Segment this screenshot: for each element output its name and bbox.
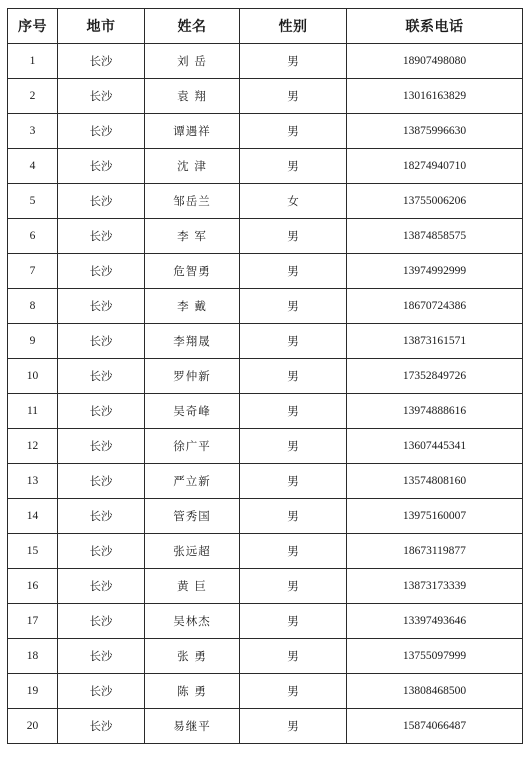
table-row: [8, 709, 523, 744]
cell-gender: 男: [240, 639, 347, 674]
cell-name: 张 勇: [145, 639, 240, 674]
table-row: [8, 114, 523, 149]
cell-gender: 男: [240, 499, 347, 534]
cell-gender: 男: [240, 394, 347, 429]
table-row: [8, 254, 523, 289]
cell-city: 长沙: [58, 569, 145, 604]
table-row: [8, 464, 523, 499]
cell-serial-number: 9: [8, 324, 58, 359]
cell-gender: 男: [240, 219, 347, 254]
cell-serial-number: 1: [8, 44, 58, 79]
cell-gender: 男: [240, 254, 347, 289]
cell-city: 长沙: [58, 184, 145, 219]
cell-serial-number: 17: [8, 604, 58, 639]
cell-gender: 男: [240, 289, 347, 324]
cell-serial-number: 20: [8, 709, 58, 744]
cell-gender: 男: [240, 149, 347, 184]
table-row: [8, 499, 523, 534]
cell-name: 李翔晟: [145, 324, 240, 359]
header-serial-number: 序号: [8, 9, 58, 44]
cell-city: 长沙: [58, 464, 145, 499]
cell-name: 李 戴: [145, 289, 240, 324]
cell-name: 危智勇: [145, 254, 240, 289]
cell-gender: 男: [240, 359, 347, 394]
cell-city: 长沙: [58, 359, 145, 394]
cell-city: 长沙: [58, 324, 145, 359]
cell-serial-number: 19: [8, 674, 58, 709]
cell-name: 严立新: [145, 464, 240, 499]
cell-phone: 13873161571: [347, 324, 523, 359]
cell-phone: 13873173339: [347, 569, 523, 604]
cell-phone: 13974992999: [347, 254, 523, 289]
table-row: [8, 569, 523, 604]
header-phone: 联系电话: [347, 9, 523, 44]
table-row: [8, 79, 523, 114]
cell-name: 易继平: [145, 709, 240, 744]
cell-phone: 17352849726: [347, 359, 523, 394]
cell-phone: 13974888616: [347, 394, 523, 429]
table-row: [8, 359, 523, 394]
cell-serial-number: 15: [8, 534, 58, 569]
cell-phone: 18907498080: [347, 44, 523, 79]
cell-serial-number: 7: [8, 254, 58, 289]
cell-phone: 13607445341: [347, 429, 523, 464]
table-row: [8, 44, 523, 79]
cell-phone: 18670724386: [347, 289, 523, 324]
table-header-row: [8, 9, 523, 44]
table-row: [8, 639, 523, 674]
contact-table: [7, 8, 523, 744]
cell-city: 长沙: [58, 709, 145, 744]
cell-city: 长沙: [58, 254, 145, 289]
table-row: [8, 394, 523, 429]
cell-serial-number: 2: [8, 79, 58, 114]
table-row: [8, 534, 523, 569]
cell-city: 长沙: [58, 79, 145, 114]
cell-serial-number: 16: [8, 569, 58, 604]
table-row: [8, 429, 523, 464]
cell-city: 长沙: [58, 499, 145, 534]
cell-name: 刘 岳: [145, 44, 240, 79]
cell-name: 徐广平: [145, 429, 240, 464]
cell-gender: 男: [240, 569, 347, 604]
cell-name: 吴奇峰: [145, 394, 240, 429]
cell-serial-number: 10: [8, 359, 58, 394]
table-row: [8, 219, 523, 254]
table-row: [8, 149, 523, 184]
table-row: [8, 324, 523, 359]
cell-city: 长沙: [58, 219, 145, 254]
cell-phone: 18673119877: [347, 534, 523, 569]
cell-name: 陈 勇: [145, 674, 240, 709]
cell-phone: 13874858575: [347, 219, 523, 254]
cell-serial-number: 18: [8, 639, 58, 674]
cell-gender: 女: [240, 184, 347, 219]
cell-city: 长沙: [58, 429, 145, 464]
cell-gender: 男: [240, 429, 347, 464]
cell-serial-number: 5: [8, 184, 58, 219]
table-row: [8, 604, 523, 639]
header-name: 姓名: [145, 9, 240, 44]
cell-phone: 13975160007: [347, 499, 523, 534]
cell-serial-number: 11: [8, 394, 58, 429]
header-gender: 性别: [240, 9, 347, 44]
cell-city: 长沙: [58, 534, 145, 569]
cell-gender: 男: [240, 674, 347, 709]
cell-gender: 男: [240, 44, 347, 79]
cell-phone: 13016163829: [347, 79, 523, 114]
table-body: [8, 44, 523, 744]
cell-name: 罗仲新: [145, 359, 240, 394]
table-row: [8, 184, 523, 219]
cell-serial-number: 13: [8, 464, 58, 499]
cell-city: 长沙: [58, 394, 145, 429]
cell-gender: 男: [240, 114, 347, 149]
table-row: [8, 289, 523, 324]
cell-phone: 18274940710: [347, 149, 523, 184]
cell-phone: 13574808160: [347, 464, 523, 499]
cell-gender: 男: [240, 709, 347, 744]
cell-serial-number: 8: [8, 289, 58, 324]
cell-city: 长沙: [58, 149, 145, 184]
cell-phone: 13397493646: [347, 604, 523, 639]
cell-phone: 15874066487: [347, 709, 523, 744]
cell-name: 李 军: [145, 219, 240, 254]
cell-name: 管秀国: [145, 499, 240, 534]
cell-serial-number: 3: [8, 114, 58, 149]
cell-name: 邹岳兰: [145, 184, 240, 219]
cell-gender: 男: [240, 79, 347, 114]
cell-city: 长沙: [58, 639, 145, 674]
cell-serial-number: 12: [8, 429, 58, 464]
cell-phone: 13808468500: [347, 674, 523, 709]
cell-city: 长沙: [58, 289, 145, 324]
cell-phone: 13875996630: [347, 114, 523, 149]
header-city: 地市: [58, 9, 145, 44]
cell-serial-number: 6: [8, 219, 58, 254]
cell-gender: 男: [240, 324, 347, 359]
cell-city: 长沙: [58, 114, 145, 149]
table-row: [8, 674, 523, 709]
cell-name: 张远超: [145, 534, 240, 569]
cell-city: 长沙: [58, 604, 145, 639]
cell-gender: 男: [240, 534, 347, 569]
cell-name: 吴林杰: [145, 604, 240, 639]
cell-serial-number: 14: [8, 499, 58, 534]
cell-city: 长沙: [58, 674, 145, 709]
cell-city: 长沙: [58, 44, 145, 79]
cell-name: 黄 巨: [145, 569, 240, 604]
cell-name: 沈 津: [145, 149, 240, 184]
cell-phone: 13755097999: [347, 639, 523, 674]
cell-gender: 男: [240, 604, 347, 639]
cell-serial-number: 4: [8, 149, 58, 184]
cell-name: 袁 翔: [145, 79, 240, 114]
cell-name: 谭遇祥: [145, 114, 240, 149]
cell-gender: 男: [240, 464, 347, 499]
cell-phone: 13755006206: [347, 184, 523, 219]
